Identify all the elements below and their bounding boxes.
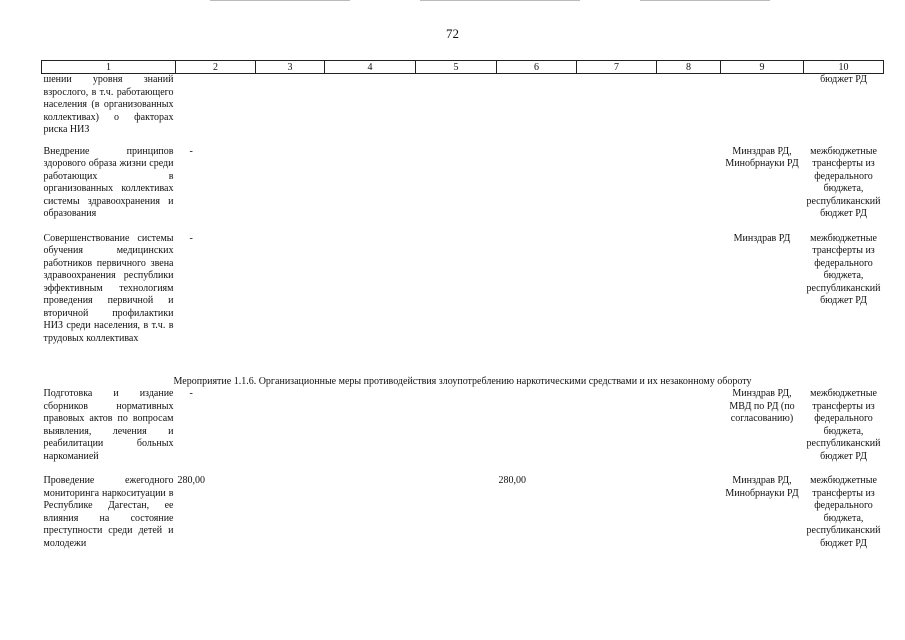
- table-row: [42, 74, 884, 146]
- scan-artifact: [420, 0, 580, 1]
- cell-year: [497, 388, 577, 475]
- column-header: 10: [804, 61, 884, 74]
- funding-source: межбюджетные трансферты из федерального бюджета, республиканский бюджет РД: [806, 145, 881, 219]
- page-number: 72: [446, 26, 459, 41]
- section-title: Мероприятие 1.1.6. Организационные меры противодействия злоупотреблению наркотическими средствами и их незаконному обороту: [173, 375, 752, 387]
- funding-source: межбюджетные трансферты из федерального бюджета, республиканский бюджет РД: [806, 475, 881, 549]
- activity-name: Внедрение принципов здорового образа жизни среди работающих в организованных коллективах системы здравоохранения и образования: [43, 145, 174, 219]
- activity-name: Подготовка и издание сборников нормативных правовых актов по вопросам выявления, лечения и реабилитации больных наркоманией: [43, 388, 174, 462]
- executor: [721, 74, 804, 146]
- column-number-row: [42, 61, 884, 74]
- column-header: 7: [577, 61, 657, 74]
- activity-name: Проведение ежегодного мониторинга наркоситуации в Республике Дагестан, ее влияния на состояние преступности среди детей и молодежи: [43, 475, 174, 549]
- column-header: 2: [176, 61, 256, 74]
- program-table: [41, 60, 884, 555]
- table-row: [42, 233, 884, 376]
- column-header: 3: [256, 61, 325, 74]
- executor: Минздрав РД, Минобрнауки РД: [725, 145, 799, 169]
- cell-total: [176, 146, 256, 233]
- column-header: 9: [721, 61, 804, 74]
- cell-year: [497, 146, 577, 233]
- funding-source: бюджет РД: [820, 74, 867, 85]
- column-header: 6: [497, 61, 577, 74]
- table-row: [42, 146, 884, 233]
- executor: Минздрав РД: [733, 232, 791, 244]
- cell-total: [176, 233, 256, 376]
- executor: Минздрав РД, МВД по РД (по согласованию): [729, 388, 795, 424]
- cell-total: [176, 388, 256, 475]
- cell-total: [176, 74, 256, 146]
- dash-value: -: [189, 232, 193, 244]
- section-row: [42, 376, 884, 389]
- column-header: 1: [42, 61, 176, 74]
- activity-name: шении уровня знаний взрослого, в т.ч. работающего населения (в организованных коллективах) о факторах риска НИЗ: [43, 74, 174, 135]
- column-header: 4: [325, 61, 416, 74]
- cell-year: [497, 233, 577, 376]
- funding-source: межбюджетные трансферты из федерального бюджета, республиканский бюджет РД: [806, 232, 881, 306]
- table-row: [42, 475, 884, 555]
- funding-source: межбюджетные трансферты из федерального бюджета, республиканский бюджет РД: [806, 388, 881, 462]
- cell-year: 280,00: [498, 475, 526, 486]
- scan-artifact: [640, 0, 770, 1]
- scan-artifact: [210, 0, 350, 1]
- dash-value: -: [189, 388, 193, 399]
- dash-value: -: [189, 145, 193, 157]
- cell-year: [497, 74, 577, 146]
- activity-name: Совершенствование системы обучения медицинских работников первичного звена здравоохранения республики эффективным технологиям проведения первичной и вторичной профилактики НИЗ среди населения, в т.ч. в трудовых коллективах: [43, 232, 174, 344]
- column-header: 8: [657, 61, 721, 74]
- table-row: [42, 388, 884, 475]
- column-header: 5: [416, 61, 497, 74]
- executor: Минздрав РД, Минобрнауки РД: [725, 475, 799, 499]
- cell-total: 280,00: [177, 475, 205, 486]
